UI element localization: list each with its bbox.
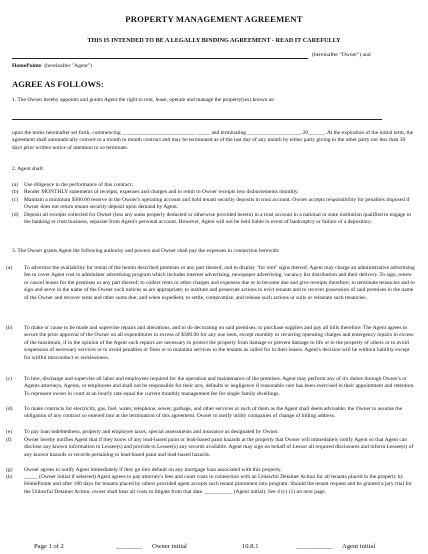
owner-designation: (hereinafter "Owner") and	[312, 52, 371, 58]
item-label: (b)	[12, 189, 19, 195]
item-text: Deposit all receipts collected for Owner (less any sums properly deducted or otherwise provided herein) in a trust account in a national or state institution qualified to engage in the banking or trust business, separate from Agent's personal account. However, Agent will not be held liable in event of bankruptcy or failure of a depository.	[24, 212, 412, 226]
item-text: To pay loan indebtedness, property and employee taxes, special assessments and insurance as designated by Owner.	[24, 429, 279, 435]
item-label: (c)	[12, 197, 19, 203]
item-text: To make contracts for electricity, gas, fuel, water, telephone, sewer, garbage, and other services or such of them as the Agent shall deem advisable; the Owner to assume the obligation of any contract so entered into at the termination of this agreement. Owner to notify utility companies of change of billing address.	[24, 406, 403, 420]
item-label: (g)	[6, 467, 13, 473]
section3-heading: 3. The Owner grants Agent the following authority and powers and Owner shall pay the expenses in connection herewith:	[12, 248, 280, 254]
item-text: Maintain a minimum $300.00 reserve in the Owner's operating account and hold tenant security deposits in trust account. Owner accepts responsibility for penalties imposed if Owner does not return tenant security deposit upon demand by Agent.	[24, 197, 410, 211]
item-label: (e)	[6, 429, 13, 435]
form-version: 10.8.1	[242, 543, 259, 550]
property-address-blank	[12, 119, 382, 120]
item-label: (a)	[6, 265, 13, 271]
item-label: (a)	[12, 182, 19, 188]
item-label: (b)	[6, 325, 13, 331]
agent-initial-label: Agent initial	[342, 543, 376, 550]
agree-heading: AGREE AS FOLLOWS:	[12, 79, 104, 89]
owner-initial-blank: ________	[116, 543, 143, 550]
item-label: (d)	[12, 212, 19, 218]
item-text: Render MONTHLY statements of receipts, expenses and charges and to remit to Owner receipts less disbursements monthly.	[24, 189, 299, 195]
owner-name-blank	[12, 58, 308, 59]
section1-intro: 1. The Owner hereby appoints and grants Agent the right to rent, lease, operate and manage the property(ies) known as:	[12, 97, 275, 103]
agent-designation	[12, 63, 92, 69]
item-label: (f)	[6, 437, 12, 443]
agent-designation-text: (hereinafter "Agent")	[44, 63, 92, 69]
item-text: Use diligence in the performance of this contract;	[24, 182, 133, 188]
item-label: (c)	[6, 376, 13, 382]
document-title: PROPERTY MANAGEMENT AGREEMENT	[125, 14, 303, 24]
owner-initial-label: Owner initial	[152, 543, 187, 550]
item-text: To make or cause to be made and supervise repairs and alterations, and to do decorating on said premises; to purchase supplies and pay all bills therefore. The Agent agrees to secure the prior approval of the Owner on all expenditures in excess of $300.00 for any one item, except monthly or recurring operating charges and emergency repairs in excess of the maximum, if in the opinion of the Agent such repairs are necessary to protect the property from damage or prevent damage to life or to the property of others or to avoid suspension of necessary services or to avoid penalties or fines or to maintain services to the tenants as called for in their leases. Agent's decision will be without liability except for willful misconduct or recklessness.	[24, 325, 414, 361]
item-text: _____ (Owner initial if selected) Agent agrees to pay attorney's fees and court costs in connection with an Unlawful Detainer Action for all tenants placed in the property by HomePointe and after 180 days for tenants placed by others provided agent accepts such tenant placement into program. Should the tenant request and be granted a jury trial for the Unlawful Detainer Action, owner shall bear all costs to litigate from that date. __________ (Agent initial). See 4 (c) (1) on next page.	[24, 474, 412, 495]
page-footer	[0, 543, 428, 553]
section2-heading: 2. Agent shall:	[12, 166, 44, 172]
agent-initial-blank: ___________	[296, 543, 333, 550]
item-text: Owner hereby notifies Agent that if they know of any lead-based paint or lead-based paint hazards at the property that Owner will immediately notify Agent so that Agent can disclose any known information to Lessee(s) and provide to Lessee(s) any records available. Agent may sign on behalf of Lessor all required disclosures and inform Lessee(s) of any known hazards or records pertaining to lead-based paint and lead-based hazards.	[24, 437, 414, 458]
item-text: Owner agrees to notify Agent immediately if they go into default on any mortgage loan associated with this property.	[24, 467, 282, 473]
document-subtitle: THIS IS INTENDED TO BE A LEGALLY BINDING AGREEMENT - READ IT CAREFULLY	[87, 37, 341, 44]
item-label: (h)	[6, 474, 13, 480]
agent-company-name: HomePointe	[12, 63, 42, 69]
item-text: To advertise the availability for rental of the herein described premises or any part thereof, and to display "for rent" signs thereof. Agent may charge an administrative advertising fee to cover Agent cost to administer advertising program which includes internet advertising, newspaper advertising, vacancy list distribution and their delivery. To sign, renew or cancel leases for the premises or any part thereof; to collect rents or other charges and expenses due or to become due and give receipts therefore; to terminate tenancies and to sign and serve in the name of the Owner such notices as are appropriate; to institute and prosecute actions to evict tenants and to recover possession of said premises in the name of the Owner and recover rents and other sums due; and when expedient, to settle, compromise, and release such actions or suits or reinstate such tenancies.	[24, 265, 415, 301]
item-label: (d)	[6, 406, 13, 412]
page-number: Page 1 of 2	[34, 543, 64, 550]
item-text: To hire, discharge and supervise all labor and employees required for the operation and maintenance of the premises. Agent may perform any of it's duties through Owner's or Agents attorneys, Agents, or employees and shall not be responsible for their acts, defaults or negligence if reasonable care has been exercised in their appointment and retention. To represent owner in court at an hourly rate equal the current monthly management fee for single family dwellings.	[24, 376, 415, 397]
section1-term: upon the terms hereinafter set forth, commencing __________________________, _____ and terminating ___________________, 20______. At the expiration of the initial term, the agreement shall automatically convert to a month to month contract and may be terminated as of the last day of any month by either party giving to the other party not less than 30 days prior written notice of intention to so terminate.	[12, 130, 414, 151]
